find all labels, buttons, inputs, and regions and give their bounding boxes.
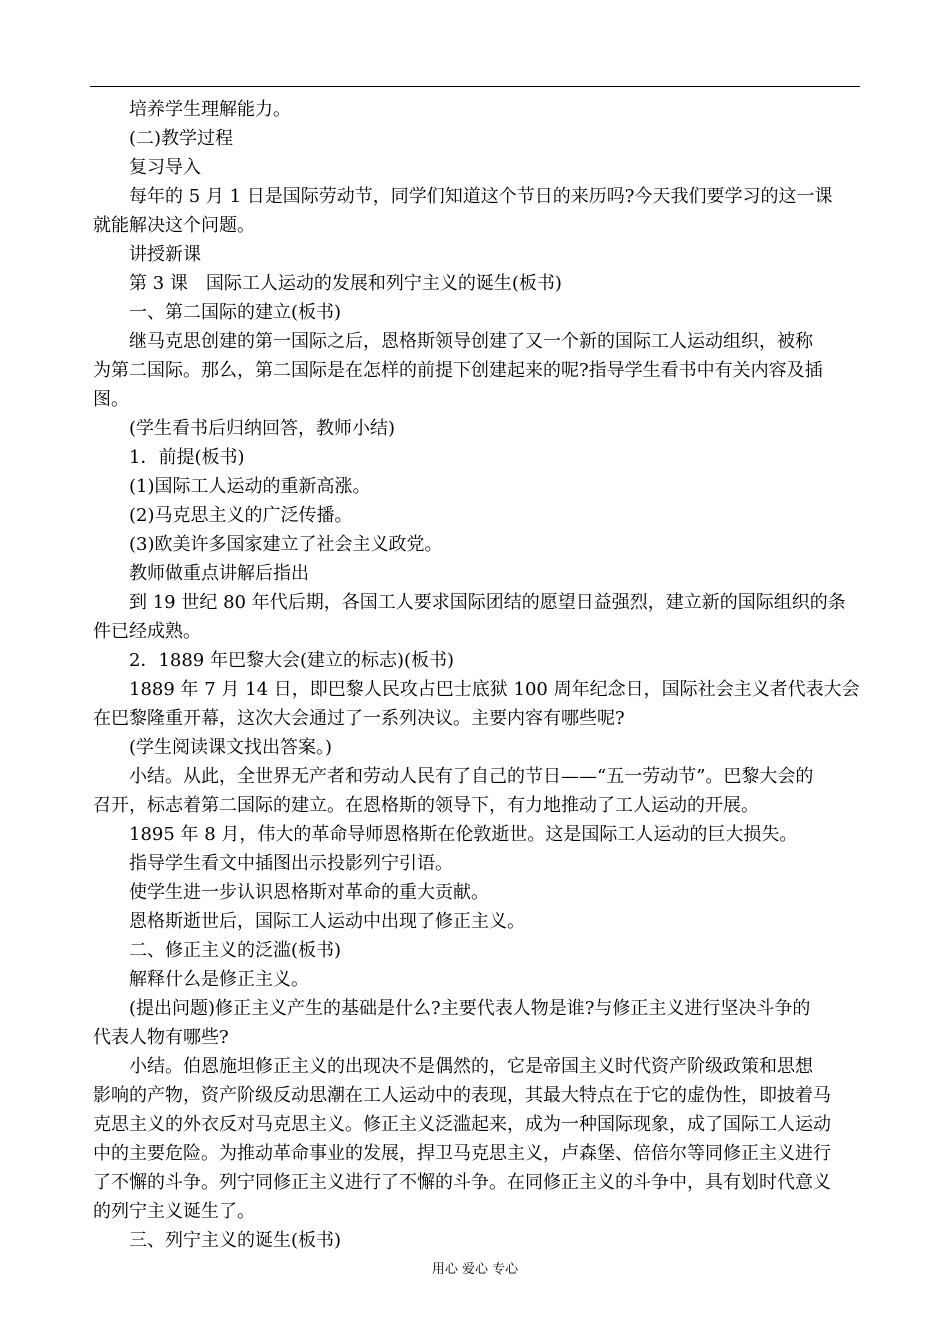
- text-line: 1889 年 7 月 14 日，即巴黎人民攻占巴士底狱 100 周年纪念日，国际社会主义者代表大会: [129, 679, 860, 700]
- text-line: 克思主义的外衣反对马克思主义。修正主义泛滥起来，成为一种国际现象，成了国际工人运动: [93, 1114, 831, 1135]
- text-line: (2)马克思主义的广泛传播。: [129, 505, 353, 526]
- text-line: 代表人物有哪些?: [93, 1027, 229, 1048]
- text-line: 解释什么是修正主义。: [129, 969, 309, 990]
- text-line: 影响的产物，资产阶级反动思潮在工人运动中的表现，其最大特点在于它的虚伪性，即披着马: [93, 1085, 831, 1106]
- text-line: 使学生进一步认识恩格斯对革命的重大贡献。: [129, 882, 489, 903]
- text-line: 教师做重点讲解后指出: [129, 563, 309, 584]
- text-line: (二)教学过程: [129, 128, 234, 149]
- text-line: 指导学生看文中插图出示投影列宁引语。: [129, 853, 453, 874]
- text-line: 每年的 5 月 1 日是国际劳动节，同学们知道这个节日的来历吗?今天我们要学习的这一课: [129, 186, 833, 207]
- text-line: 培养学生理解能力。: [129, 99, 291, 120]
- text-line: (提出问题)修正主义产生的基础是什么?主要代表人物是谁?与修正主义进行坚决斗争的: [129, 998, 811, 1019]
- text-line: (学生阅读课文找出答案。): [129, 737, 333, 758]
- text-line: 1895 年 8 月，伟大的革命导师恩格斯在伦敦逝世。这是国际工人运动的巨大损失。: [129, 824, 798, 845]
- text-line: (3)欧美许多国家建立了社会主义政党。: [129, 534, 443, 555]
- text-line: 就能解决这个问题。: [93, 215, 255, 236]
- text-line: 了不懈的斗争。列宁同修正主义进行了不懈的斗争。在同修正主义的斗争中，具有划时代意义: [93, 1172, 831, 1193]
- text-line: 讲授新课: [129, 244, 201, 265]
- text-line: 中的主要危险。为推动革命事业的发展，捍卫马克思主义，卢森堡、倍倍尔等同修正主义进行: [93, 1143, 831, 1164]
- text-line: 小结。从此，全世界无产者和劳动人民有了自己的节日——“五一劳动节”。巴黎大会的: [129, 766, 814, 787]
- text-line: 的列宁主义诞生了。: [93, 1201, 255, 1222]
- document-body: [93, 95, 861, 1255]
- text-line: 小结。伯恩施坦修正主义的出现决不是偶然的，它是帝国主义时代资产阶级政策和思想: [129, 1056, 813, 1077]
- text-line: 继马克思创建的第一国际之后，恩格斯领导创建了又一个新的国际工人运动组织，被称: [129, 331, 813, 352]
- text-line: 在巴黎隆重开幕，这次大会通过了一系列决议。主要内容有哪些呢?: [93, 708, 625, 729]
- text-line: 1．前提(板书): [129, 447, 245, 468]
- text-line: 恩格斯逝世后，国际工人运动中出现了修正主义。: [129, 911, 525, 932]
- header-rule: [90, 86, 860, 87]
- text-line: 件已经成熟。: [93, 621, 201, 642]
- text-line: 复习导入: [129, 157, 201, 178]
- text-line: (1)国际工人运动的重新高涨。: [129, 476, 371, 497]
- text-line: 图。: [93, 389, 129, 410]
- text-line: 第 3 课 国际工人运动的发展和列宁主义的诞生(板书): [129, 273, 562, 294]
- text-line: 召开，标志着第二国际的建立。在恩格斯的领导下，有力地推动了工人运动的开展。: [93, 795, 759, 816]
- text-line: 2．1889 年巴黎大会(建立的标志)(板书): [129, 650, 455, 671]
- text-line: (学生看书后归纳回答，教师小结): [129, 418, 396, 439]
- text-line: 为第二国际。那么，第二国际是在怎样的前提下创建起来的呢?指导学生看书中有关内容及插: [93, 360, 823, 381]
- text-line: 到 19 世纪 80 年代后期，各国工人要求国际团结的愿望日益强烈，建立新的国际组织的条: [129, 592, 846, 613]
- text-line: 二、修正主义的泛滥(板书): [129, 940, 342, 961]
- page-footer: 用心 爱心 专心: [431, 1262, 519, 1277]
- text-line: 一、第二国际的建立(板书): [129, 302, 342, 323]
- text-line: 三、列宁主义的诞生(板书): [129, 1230, 342, 1251]
